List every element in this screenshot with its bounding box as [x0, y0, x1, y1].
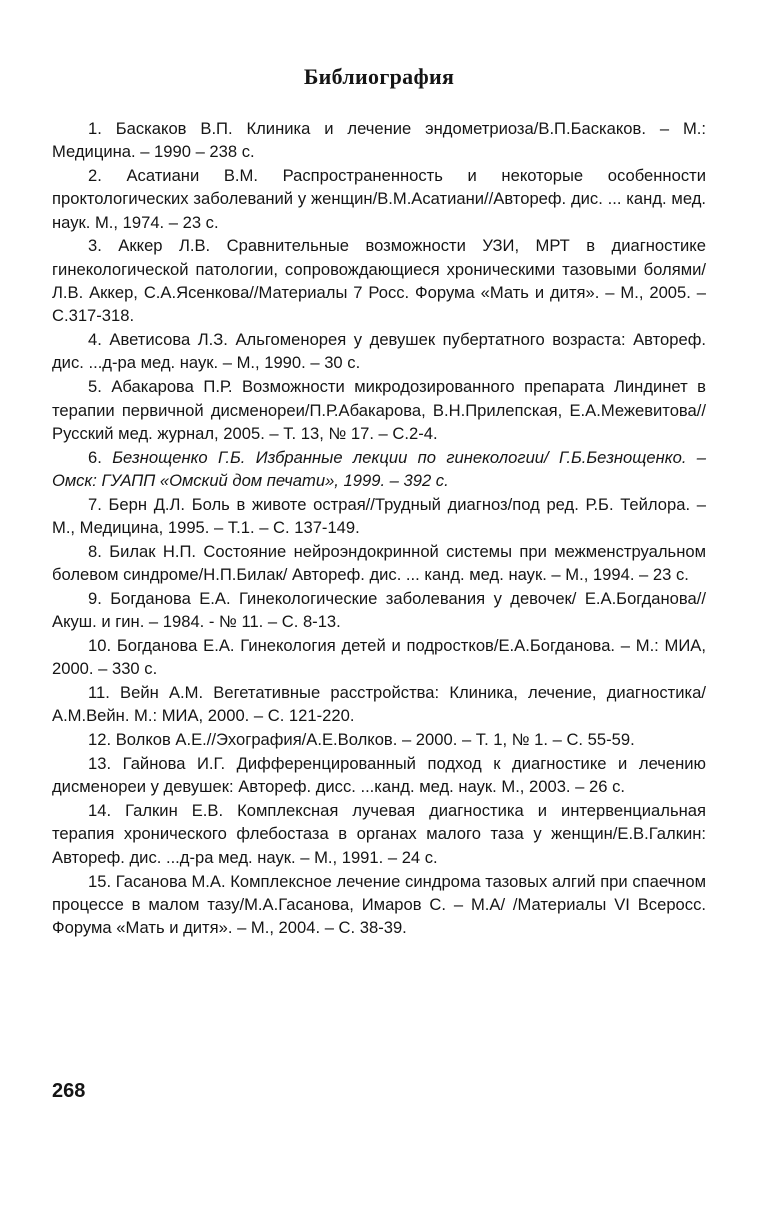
reference-text: Гасанова М.А. Комплексное лечение синдрома тазовых алгий при спаечном процессе в малом тазу/М.А.Гасанова, Имаров С. – М.А/ /Материалы VI Всеросс. Форума «Мать и дитя». – М., 2004. – С. 38-39. — [52, 871, 706, 938]
reference-number: 10. — [88, 636, 112, 656]
list-item — [52, 493, 706, 540]
list-item — [52, 234, 706, 327]
list-item — [52, 446, 706, 493]
reference-number: 15. — [88, 871, 112, 891]
reference-text: Волков А.Е.//Эхография/А.Е.Волков. – 2000. – Т. 1, № 1. – С. 55-59. — [115, 730, 635, 750]
page-number: 268 — [52, 1080, 86, 1102]
reference-number: 14. — [88, 801, 112, 821]
page-title: Библиография — [303, 64, 455, 89]
reference-text: Богданова Е.А. Гинекологические заболевания у девочек/ Е.А.Богданова//Акуш. и гин. – 1984. - № 11. – С. 8-13. — [52, 588, 706, 632]
reference-number: 8. — [88, 541, 102, 561]
reference-text: Берн Д.Л. Боль в животе острая//Трудный диагноз/под ред. Р.Б. Тейлора. – М., Медицина, 1995. – Т.1. – С. 137-149. — [52, 494, 706, 538]
list-item — [52, 752, 706, 799]
list-item — [52, 117, 706, 164]
reference-text: Асатиани В.М. Распространенность и некоторые особенности проктологических заболеваний у женщин/В.М.Асатиани//Автореф. дис. ... канд. мед. наук. М., 1974. – 23 с. — [52, 166, 706, 232]
list-item — [52, 681, 706, 728]
list-item — [52, 870, 706, 940]
reference-text: Богданова Е.А. Гинекология детей и подростков/Е.А.Богданова. – М.: МИА, 2000. – 330 с. — [52, 636, 706, 679]
list-item — [52, 164, 706, 234]
reference-text: Галкин Е.В. Комплексная лучевая диагностика и интервенциальная терапия хронического флебостаза в органах малого таза у женщин/Е.В.Галкин: Автореф. дис. ...д-ра мед. наук. – М., 1991. – 24 с. — [52, 801, 706, 867]
reference-number: 7. — [88, 494, 102, 514]
reference-text: Билак Н.П. Состояние нейроэндокринной системы при межменструальном болевом синдроме/Н.П.Билак/ Автореф. дис. ... канд. мед. наук. – М., 1994. – 23 с. — [52, 541, 706, 585]
reference-number: 6. — [88, 447, 102, 467]
reference-number: 13. — [88, 754, 112, 774]
reference-text: Аветисова Л.З. Альгоменорея у девушек пубертатного возраста: Автореф. дис. ...д-ра мед. наук. – М., 1990. – 30 с. — [52, 330, 706, 373]
list-item — [52, 728, 706, 751]
list-item — [52, 634, 706, 681]
reference-text: Баскаков В.П. Клиника и лечение эндометриоза/В.П.Баскаков. – М.: Медицина. – 1990 – 238 с. — [52, 119, 706, 162]
reference-number: 1. — [88, 119, 102, 138]
reference-number: 2. — [88, 166, 102, 186]
reference-number: 11. — [88, 683, 110, 703]
reference-number: 3. — [88, 236, 102, 256]
reference-number: 9. — [88, 588, 102, 608]
reference-text: Гайнова И.Г. Дифференцированный подход к диагностике и лечению дисменореи у девушек: Автореф. дисс. ...канд. мед. наук. М., 2003. – 26 с. — [52, 754, 706, 797]
bibliography-list — [52, 117, 706, 940]
reference-text: Безнощенко Г.Б. Избранные лекции по гинекологии/ Г.Б.Безнощенко. – Омск: ГУАПП «Омский дом печати», 1999. – 392 с. — [52, 447, 706, 490]
list-item — [52, 328, 706, 375]
reference-number: 5. — [88, 377, 102, 397]
list-item — [52, 375, 706, 445]
reference-text: Вейн А.М. Вегетативные расстройства: Клиника, лечение, диагностика/А.М.Вейн. М.: МИА, 2000. – С. 121-220. — [52, 683, 706, 726]
list-item — [52, 587, 706, 634]
list-item — [52, 799, 706, 869]
reference-text: Аккер Л.В. Сравнительные возможности УЗИ, МРТ в диагностике гинекологической патологии, сопровождающиеся хроническими тазовыми болями/Л.В. Аккер, С.А.Ясенкова//Материалы 7 Росс. Форума «Мать и дитя». – М., 2005. – С.317-318. — [52, 236, 706, 326]
reference-text: Абакарова П.Р. Возможности микродозированного препарата Линдинет в терапии первичной дисменореи/П.Р.Абакарова, В.Н.Прилепская, Е.А.Межевитова//Русский мед. журнал, 2005. – Т. 13, № 17. – С.2-4. — [52, 377, 706, 443]
reference-number: 12. — [88, 730, 112, 750]
reference-number: 4. — [88, 330, 102, 350]
list-item — [52, 540, 706, 587]
